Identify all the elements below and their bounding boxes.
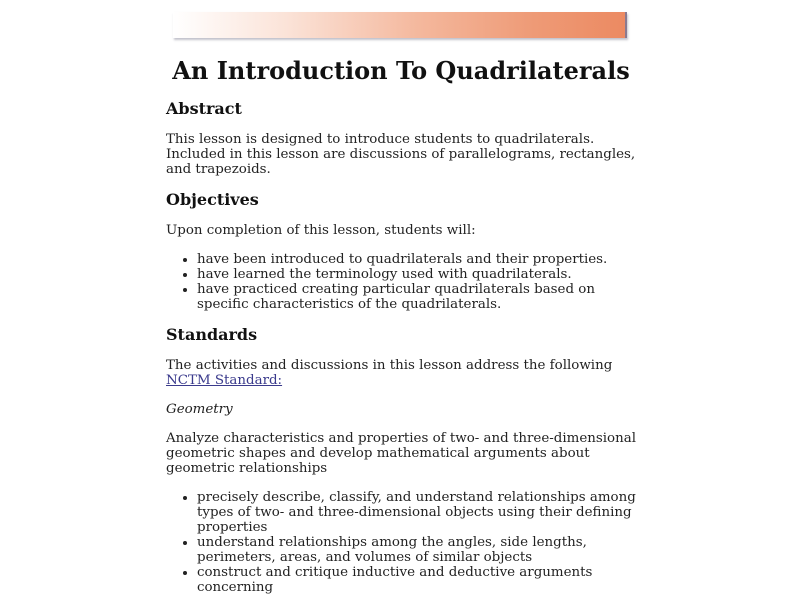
standards-description: Analyze characteristics and properties of two- and three-dimensional geometric shapes and develop mathematical arguments about geometric relationships	[166, 431, 636, 476]
nctm-standard-link[interactable]: NCTM Standard:	[166, 373, 283, 388]
header-banner	[173, 12, 627, 38]
standards-intro-text: The activities and discussions in this lesson address the following	[166, 358, 613, 373]
objective-item: • have practiced creating particular quadrilaterals based on specific characteristics of the quadrilaterals.	[197, 282, 636, 312]
objectives-intro: Upon completion of this lesson, students will:	[166, 223, 476, 238]
standards-strand: Geometry	[166, 402, 233, 417]
objective-item: • have learned the terminology used with quadrilaterals.	[197, 267, 636, 282]
lesson-document	[166, 56, 636, 609]
standards-heading: Standards	[166, 325, 258, 344]
standards-intro	[166, 358, 636, 388]
objective-item: • have been introduced to quadrilaterals and their properties.	[197, 252, 636, 267]
standard-item: • construct and critique inductive and deductive arguments concerning	[197, 565, 636, 595]
page-title: An Introduction To Quadrilaterals	[172, 56, 630, 85]
abstract-heading: Abstract	[166, 99, 242, 118]
standards-list	[166, 490, 636, 595]
objectives-heading: Objectives	[166, 190, 259, 209]
objectives-list	[166, 252, 636, 312]
standard-item: • understand relationships among the angles, side lengths, perimeters, areas, and volumes of similar objects	[197, 535, 636, 565]
abstract-text: This lesson is designed to introduce students to quadrilaterals. Included in this lesson are discussions of parallelograms, rectangles, and trapezoids.	[166, 132, 636, 177]
standard-item: • precisely describe, classify, and understand relationships among types of two- and three-dimensional objects using their defining properties	[197, 490, 636, 535]
